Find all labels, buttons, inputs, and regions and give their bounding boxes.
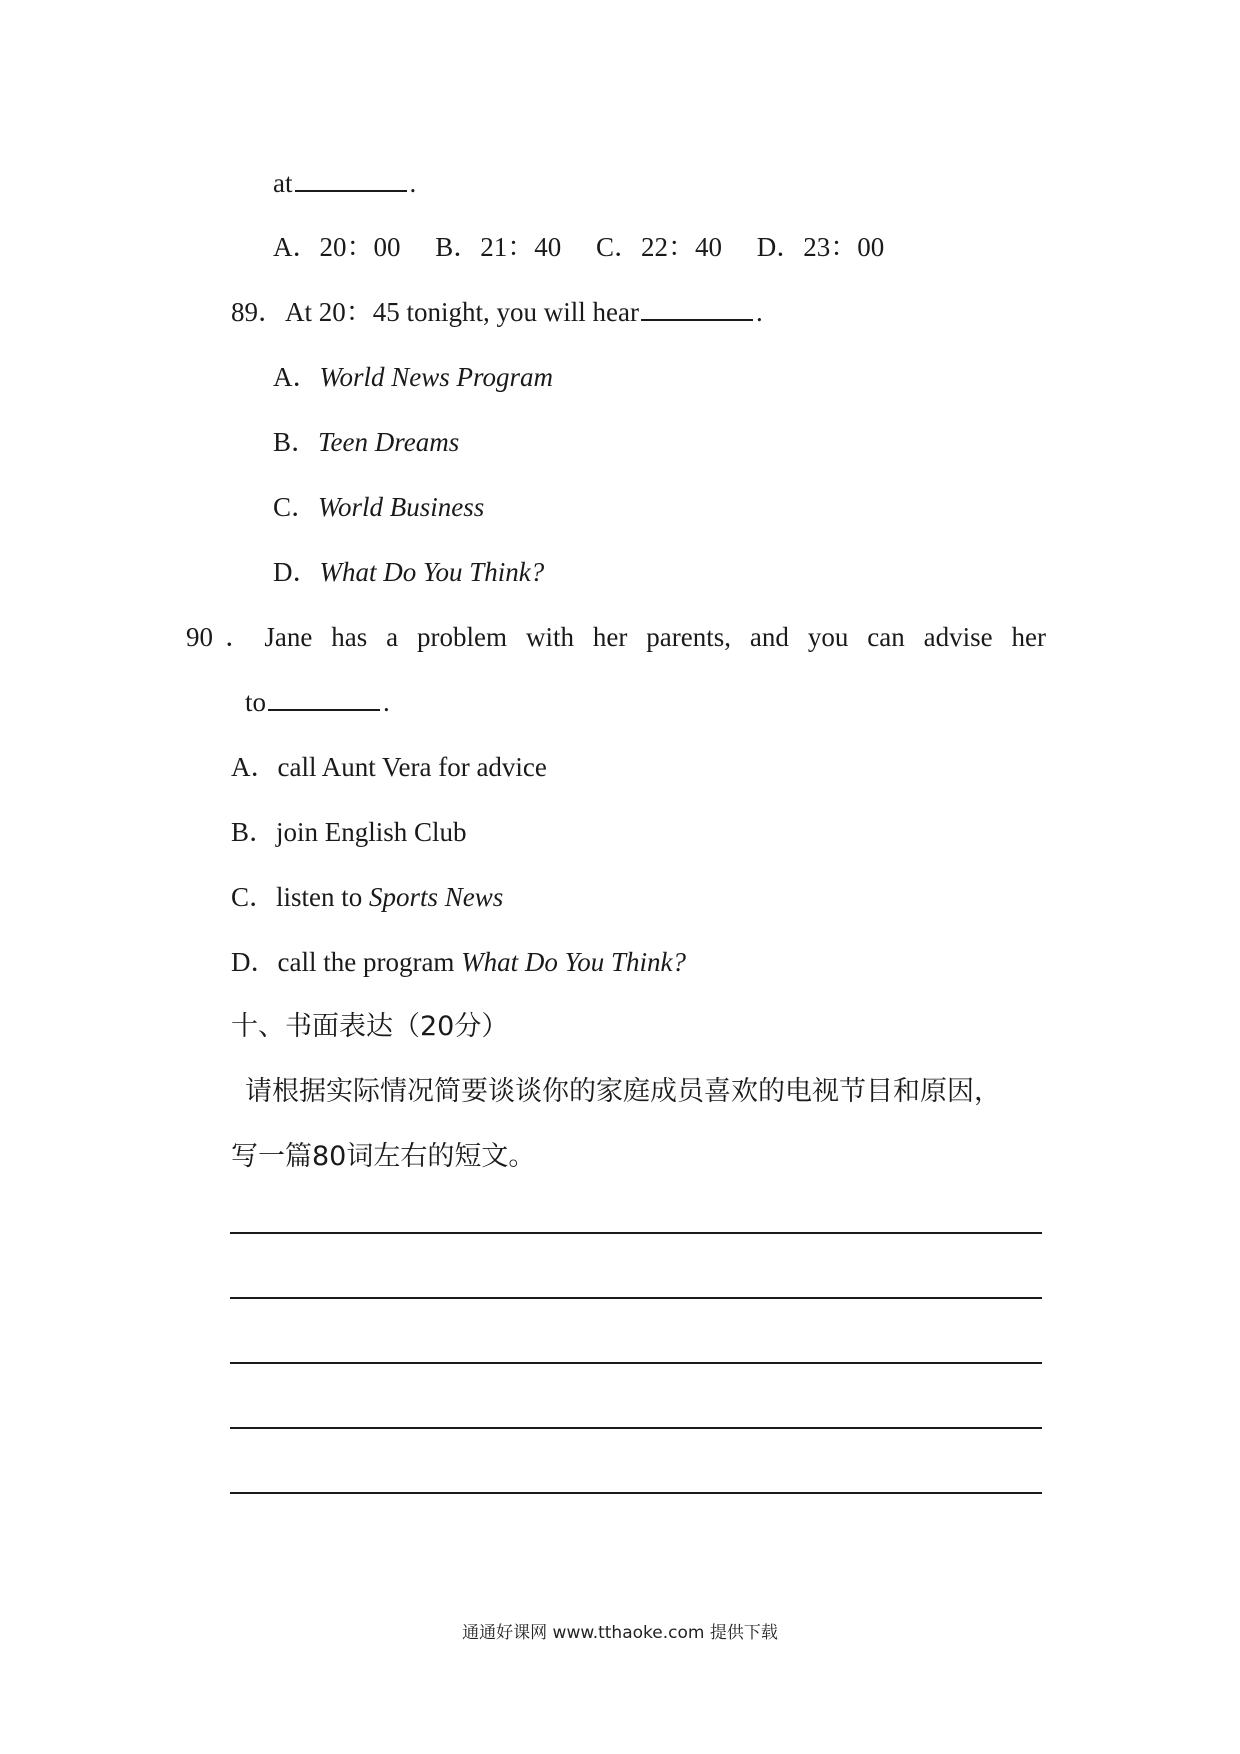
q88-stem-continuation: at . [273, 168, 417, 198]
q88-cont-text: at [273, 168, 293, 198]
q89-option-b-letter: B． [273, 427, 319, 457]
q89-stem-text: At 20：45 tonight, you will hear [285, 297, 639, 327]
q89-option-b: Teen Dreams [318, 427, 460, 457]
q89-option-a-letter: A． [273, 362, 320, 392]
q90-option-d-row [231, 945, 686, 979]
q89-option-d-letter: D． [273, 557, 320, 587]
q90-cont-text: to [245, 687, 267, 717]
section-10-instruction-line-1: 请根据实际情况简要谈谈你的家庭成员喜欢的电视节目和原因， [245, 1076, 1001, 1107]
q88-answer-blank [295, 166, 407, 192]
q88-options [273, 230, 884, 264]
q90-option-d-letter: D． [231, 947, 278, 977]
q89-stem: 89．At 20：45 tonight, you will hear . [231, 297, 763, 327]
section-10-instruction-line-2: 写一篇80词左右的短文。 [231, 1141, 536, 1172]
writing-line [230, 1427, 1042, 1429]
q88-option-d: 23：00 [803, 232, 885, 262]
q90-option-b-row [231, 815, 467, 849]
q90-option-a: call Aunt Vera for advice [277, 752, 547, 782]
q88-option-b-letter: B． [435, 232, 481, 262]
q89-option-d: What Do You Think? [319, 557, 545, 587]
q90-option-a-row [231, 750, 547, 784]
q90-option-b-letter: B． [231, 817, 277, 847]
q90-answer-blank [268, 685, 380, 711]
q89-number: 89． [231, 297, 285, 327]
q88-option-a: 20：00 [319, 232, 401, 262]
q90-option-a-letter: A． [231, 752, 278, 782]
q90-option-d: call the program [277, 947, 455, 977]
q89-answer-blank [641, 295, 753, 321]
q90-option-c: listen to [276, 882, 363, 912]
q89-option-b-row [273, 425, 459, 459]
writing-line [230, 1492, 1042, 1494]
q90-number: 90． [186, 622, 265, 652]
writing-line [230, 1232, 1042, 1234]
q90-option-c-row [231, 880, 503, 914]
q89-option-c-letter: C． [273, 492, 319, 522]
writing-line [230, 1297, 1042, 1299]
q90-option-c-italic: Sports News [369, 882, 504, 912]
q90-stem-continuation: to . [245, 687, 390, 717]
writing-line [230, 1362, 1042, 1364]
q88-option-c: 22：40 [641, 232, 723, 262]
q88-option-b: 21：40 [480, 232, 562, 262]
q88-option-c-letter: C． [596, 232, 642, 262]
q90-option-c-letter: C． [231, 882, 277, 912]
q88-option-d-letter: D． [756, 232, 804, 262]
q90-option-b: join English Club [276, 817, 467, 847]
q88-option-a-letter: A． [273, 232, 320, 262]
q90-option-d-italic: What Do You Think? [461, 947, 686, 977]
q90-stem-text: Jane has a problem with her parents, and you can advise her [264, 622, 1046, 652]
section-10-heading: 十、书面表达（20分） [231, 1011, 509, 1042]
q89-option-d-row [273, 555, 544, 589]
q90-stem [186, 620, 1046, 654]
q89-option-c: World Business [318, 492, 485, 522]
q89-option-a: World News Program [319, 362, 554, 392]
q89-option-a-row [273, 360, 553, 394]
footer-watermark: 通通好课网 www.tthaoke.com 提供下载 [462, 1623, 778, 1643]
q89-option-c-row [273, 490, 484, 524]
